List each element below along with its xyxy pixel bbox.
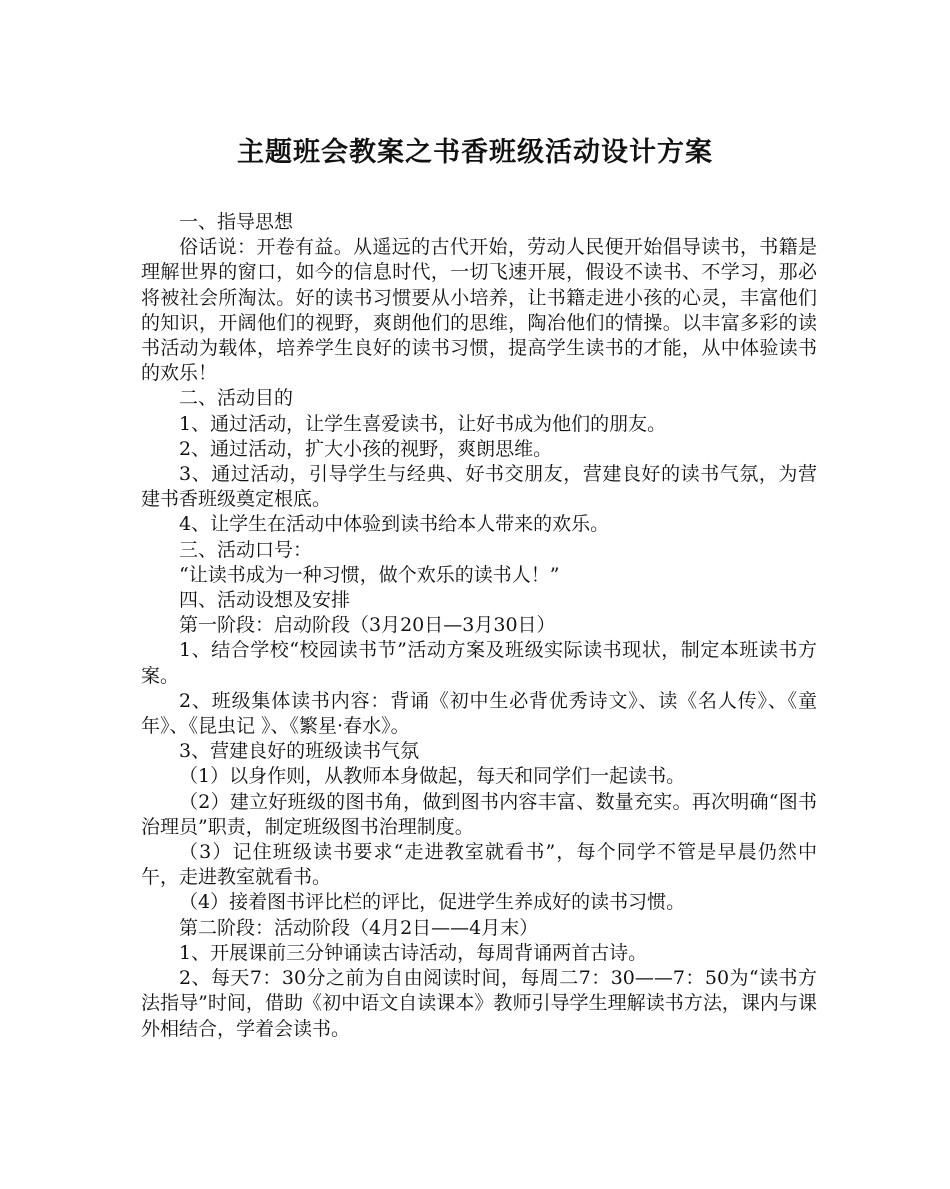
phase-1-item-2: 2、班级集体读书内容：背诵《初中生必背优秀诗文》、读《名人传》、《童年》、《昆虫记 》、《繁星·春水》。 (141, 689, 817, 738)
purpose-item-3: 3、通过活动，引导学生与经典、好书交朋友，营建良好的读书气氛，为营建书香班级奠定根底。 (141, 463, 817, 511)
section-heading-plan: 四、活动设想及安排 (179, 589, 351, 612)
purpose-item-4: 4、让学生在活动中体验到读书给本人带来的欢乐。 (179, 513, 610, 536)
phase-2-item-1: 1、开展课前三分钟诵读古诗活动，每周背诵两首古诗。 (179, 941, 648, 964)
phase-1-subitem-2: （2）建立好班级的图书角，做到图书内容丰富、数量充实。再次明确“图书治理员”职责，制定班级图书治理制度。 (141, 790, 817, 838)
slogan-text: “让读书成为一种习惯，做个欢乐的读书人！” (179, 563, 560, 586)
phase-1-subitem-4: （4）接着图书评比栏的评比，促进学生养成好的读书习惯。 (179, 891, 686, 914)
purpose-item-1: 1、通过活动，让学生喜爱读书，让好书成为他们的朋友。 (179, 412, 667, 435)
section-heading-slogan: 三、活动口号： (179, 538, 313, 561)
phase-1-subitem-3: （3）记住班级读书要求“走进教室就看书”，每个同学不管是早晨仍然中午，走进教室就看书。 (141, 841, 817, 889)
phase-2-item-2: 2、每天7：30分之前为自由阅读时间，每周二7：30——7：50为“读书方法指导”时间，借助《初中语文自读课本》教师引导学生理解读书方法，课内与课外相结合，学着会读书。 (141, 967, 817, 1040)
paragraph-proverb: 俗话说：开卷有益。从遥远的古代开始，劳动人民便开始倡导读书，书籍是理解世界的窗口，如今的信息时代，一切飞速开展，假设不读书、不学习，那必将被社会所淘汰。好的读书习惯要从小培养，让书籍走进小孩的心灵，丰富他们的知识，开阔他们的视野，爽朗他们的思维，陶冶他们的情操。以丰富多彩的读书活动为载体，培养学生良好的读书习惯，提高学生读书的才能，从中体验读书的欢乐！ (141, 236, 817, 385)
phase-1-subitem-1: （1）以身作则，从教师本身做起，每天和同学们一起读书。 (179, 765, 686, 788)
section-heading-purpose: 二、活动目的 (179, 387, 294, 410)
purpose-item-2: 2、通过活动，扩大小孩的视野，爽朗思维。 (179, 437, 553, 460)
phase-1-item-3: 3、营建良好的班级读书气氛 (179, 740, 420, 763)
phase-1-item-1: 1、结合学校“校园读书节”活动方案及班级实际读书现状，制定本班读书方案。 (141, 639, 817, 687)
phase-1-heading: 第一阶段：启动阶段（3月20日—3月30日） (179, 614, 556, 637)
section-heading-guiding-thought: 一、指导思想 (179, 211, 294, 233)
document-body (141, 210, 817, 1042)
phase-2-heading: 第二阶段：活动阶段（4月2日——4月末） (179, 916, 539, 939)
document-title: 主题班会教案之书香班级活动设计方案 (237, 137, 713, 168)
